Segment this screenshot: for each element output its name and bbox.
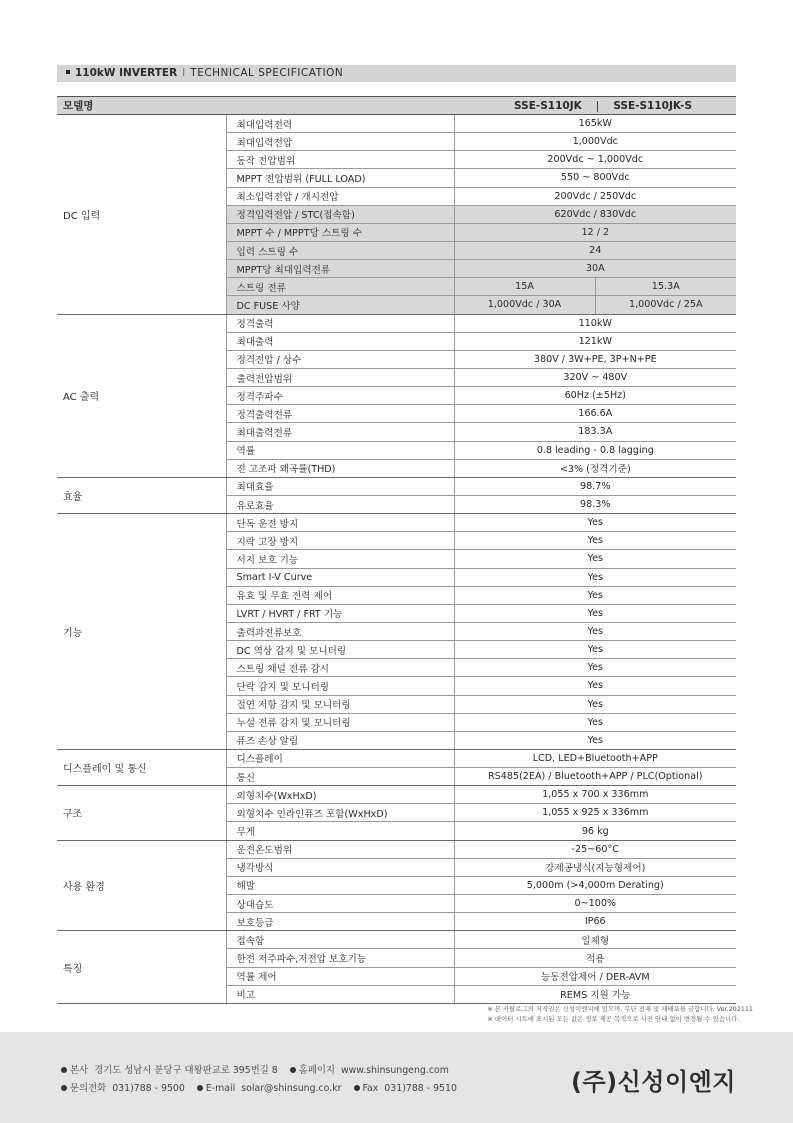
spec-item: 서지 보호 기능 (226, 550, 454, 568)
section-title: 110kW INVERTER (75, 67, 178, 79)
spec-value: Yes (454, 586, 736, 604)
spec-item: 역률 (226, 441, 454, 459)
web-link[interactable]: www.shinsungeng.com (340, 1065, 449, 1076)
hq-label: 본사 (70, 1065, 89, 1076)
spec-item: 누설 전류 감지 및 모니터링 (226, 713, 454, 731)
spec-value: 200Vdc ~ 1,000Vdc (454, 151, 736, 169)
spec-value: 183.3A (454, 423, 736, 441)
category-label: AC 출력 (57, 314, 226, 477)
spec-item: 출력전압범위 (226, 368, 454, 386)
web-label: 홈페이지 (298, 1065, 335, 1076)
footnotes (487, 1004, 753, 1024)
spec-item: 통신 (226, 768, 454, 786)
spec-item: 최소입력전압 / 개시전압 (226, 187, 454, 205)
category-label: 특징 (57, 931, 226, 1004)
spec-value: 98.3% (454, 495, 736, 513)
email-link[interactable]: solar@shinsung.co.kr (241, 1083, 342, 1094)
email-label: E-mail (205, 1083, 236, 1094)
spec-item: MPPT당 최대입력전류 (226, 260, 454, 278)
spec-row (57, 786, 736, 804)
spec-item: 단독 운전 방지 (226, 514, 454, 532)
spec-item: 스트링 채널 전류 감시 (226, 659, 454, 677)
phone-number: 031)788 - 9500 (112, 1083, 185, 1094)
footer (0, 1032, 793, 1123)
spec-item: 유로효율 (226, 495, 454, 513)
bullet-icon (354, 1085, 360, 1091)
spec-value: 1,055 x 925 x 336mm (454, 804, 736, 822)
spec-item: 스트링 전류 (226, 278, 454, 296)
spec-value: 121kW (454, 332, 736, 350)
category-label: 디스플레이 및 통신 (57, 749, 226, 785)
model-names (226, 97, 736, 115)
category-label: DC 입력 (57, 115, 226, 315)
spec-item: 보호등급 (226, 913, 454, 931)
fax-number: 031)788 - 9510 (384, 1083, 457, 1094)
spec-value-model-a: 15A (454, 278, 595, 296)
spec-item: 상대습도 (226, 895, 454, 913)
spec-value: IP66 (454, 913, 736, 931)
spec-item: DC 역상 감지 및 모니터링 (226, 641, 454, 659)
spec-value: Yes (454, 568, 736, 586)
spec-item: 단락 감지 및 모니터링 (226, 677, 454, 695)
spec-value: -25~60°C (454, 840, 736, 858)
spec-value: 5,000m (>4,000m Derating) (454, 876, 736, 894)
spec-item: 정격전압 / 상수 (226, 350, 454, 368)
category-label: 구조 (57, 786, 226, 840)
spec-item: 지락 고장 방지 (226, 532, 454, 550)
spec-value: Yes (454, 622, 736, 640)
spec-item: 출력과전류보호 (226, 622, 454, 640)
spec-item: 최대입력전압 (226, 133, 454, 151)
spec-value: 24 (454, 241, 736, 259)
spec-item: 유효 및 무효 전력 제어 (226, 586, 454, 604)
spec-value: Yes (454, 514, 736, 532)
spec-item: 정격주파수 (226, 387, 454, 405)
spec-value: 98.7% (454, 477, 736, 495)
fax-label: Fax (362, 1083, 379, 1094)
spec-item: 최대입력전력 (226, 115, 454, 133)
model-a: SSE-S110JK (514, 99, 582, 112)
spec-value: 0.8 leading - 0.8 lagging (454, 441, 736, 459)
spec-value: Yes (454, 731, 736, 749)
spec-row (57, 477, 736, 495)
spec-value: 일체형 (454, 931, 736, 949)
bullet-icon (61, 1067, 67, 1073)
spec-value: Yes (454, 604, 736, 622)
spec-item: 동작 전압범위 (226, 151, 454, 169)
phone-label: 문의전화 (70, 1083, 107, 1094)
spec-value: 550 ~ 800Vdc (454, 169, 736, 187)
spec-item: 운전온도범위 (226, 840, 454, 858)
model-divider: | (595, 99, 600, 112)
spec-value-model-a: 1,000Vdc / 30A (454, 296, 595, 314)
category-label: 사용 환경 (57, 840, 226, 931)
category-label: 기능 (57, 514, 226, 750)
spec-value: 능동전압제어 / DER-AVM (454, 967, 736, 985)
spec-value: 12 / 2 (454, 223, 736, 241)
spec-value: Yes (454, 677, 736, 695)
spec-value: Yes (454, 641, 736, 659)
category-label: 효율 (57, 477, 226, 513)
spec-item: 외형치수 인라인퓨즈 포함(WxHxD) (226, 804, 454, 822)
spec-value: REMS 지원 가능 (454, 985, 736, 1003)
footnote-copyright: ※ 본 카탈로그의 저작권은 신성이엔지에 있으며, 무단 전재 및 재배포를 금합니다. Ver.202111 (487, 1005, 753, 1013)
model-label: 모델명 (57, 97, 226, 115)
spec-value: 96 kg (454, 822, 736, 840)
spec-value-model-b: 15.3A (595, 278, 736, 296)
spec-value: 30A (454, 260, 736, 278)
spec-value: 0~100% (454, 895, 736, 913)
spec-row (57, 840, 736, 858)
spec-item: MPPT 전압범위 (FULL LOAD) (226, 169, 454, 187)
spec-item: 무게 (226, 822, 454, 840)
spec-item: Smart I-V Curve (226, 568, 454, 586)
spec-value: LCD, LED+Bluetooth+APP (454, 749, 736, 767)
spec-value: <3% (정격기준) (454, 459, 736, 477)
spec-row (57, 931, 736, 949)
title-separator: I (182, 67, 186, 79)
square-bullet-icon (66, 70, 70, 74)
spec-item: 절연 저항 감지 및 모니터링 (226, 695, 454, 713)
spec-row (57, 115, 736, 133)
spec-value: 165kW (454, 115, 736, 133)
footer-line-address (61, 1062, 449, 1076)
spec-item: 최대효율 (226, 477, 454, 495)
spec-item: 입력 스트링 수 (226, 241, 454, 259)
bullet-icon (61, 1085, 67, 1091)
spec-item: DC FUSE 사양 (226, 296, 454, 314)
spec-item: 비고 (226, 985, 454, 1003)
spec-item: 정격출력전류 (226, 405, 454, 423)
spec-value: 200Vdc / 250Vdc (454, 187, 736, 205)
spec-item: 정격입력전압 / STC(접속함) (226, 205, 454, 223)
model-row (57, 97, 736, 115)
spec-value: Yes (454, 695, 736, 713)
spec-item: 역률 제어 (226, 967, 454, 985)
spec-row (57, 314, 736, 332)
spec-item: 한전 저주파수,저전압 보호기능 (226, 949, 454, 967)
footer-line-contact (61, 1080, 457, 1094)
spec-value: Yes (454, 550, 736, 568)
spec-item: 최대출력전류 (226, 423, 454, 441)
spec-value: 적용 (454, 949, 736, 967)
spec-table (57, 96, 736, 1004)
spec-item: 퓨즈 손상 알림 (226, 731, 454, 749)
spec-item: 최대출력 (226, 332, 454, 350)
spec-item: 접속함 (226, 931, 454, 949)
hq-address: 경기도 성남시 분당구 대왕판교로 395번길 8 (94, 1065, 278, 1076)
spec-value: Yes (454, 713, 736, 731)
bullet-icon (290, 1067, 296, 1073)
spec-value: 1,000Vdc (454, 133, 736, 151)
spec-value: 620Vdc / 830Vdc (454, 205, 736, 223)
spec-row (57, 749, 736, 767)
spec-value: 110kW (454, 314, 736, 332)
spec-value: 1,055 x 700 x 336mm (454, 786, 736, 804)
section-title-bar (57, 65, 736, 82)
spec-value-model-b: 1,000Vdc / 25A (595, 296, 736, 314)
spec-value: 320V ~ 480V (454, 368, 736, 386)
spec-value: Yes (454, 532, 736, 550)
spec-item: LVRT / HVRT / FRT 기능 (226, 604, 454, 622)
spec-item: MPPT 수 / MPPT당 스트링 수 (226, 223, 454, 241)
spec-item: 해발 (226, 876, 454, 894)
spec-value: 강제공냉식(지능형제어) (454, 858, 736, 876)
company-logo: (주)신성이엔지 (570, 1068, 736, 1096)
spec-item: 정격출력 (226, 314, 454, 332)
spec-row (57, 514, 736, 532)
footnote-disclaimer: ※ 데이터 시트에 표시된 모든 값은 정보 제공 목적으로 사전 안내 없이 변경될 수 있습니다. (487, 1015, 740, 1023)
spec-item: 전 고조파 왜곡률(THD) (226, 459, 454, 477)
spec-value: 166.6A (454, 405, 736, 423)
spec-item: 디스플레이 (226, 749, 454, 767)
spec-value: 60Hz (±5Hz) (454, 387, 736, 405)
model-b: SSE-S110JK-S (613, 99, 693, 112)
spec-value: RS485(2EA) / Bluetooth+APP / PLC(Optional) (454, 768, 736, 786)
spec-item: 냉각방식 (226, 858, 454, 876)
spec-value: Yes (454, 659, 736, 677)
spec-value: 380V / 3W+PE, 3P+N+PE (454, 350, 736, 368)
spec-item: 외형치수(WxHxD) (226, 786, 454, 804)
section-subtitle: TECHNICAL SPECIFICATION (190, 67, 344, 79)
bullet-icon (197, 1085, 203, 1091)
